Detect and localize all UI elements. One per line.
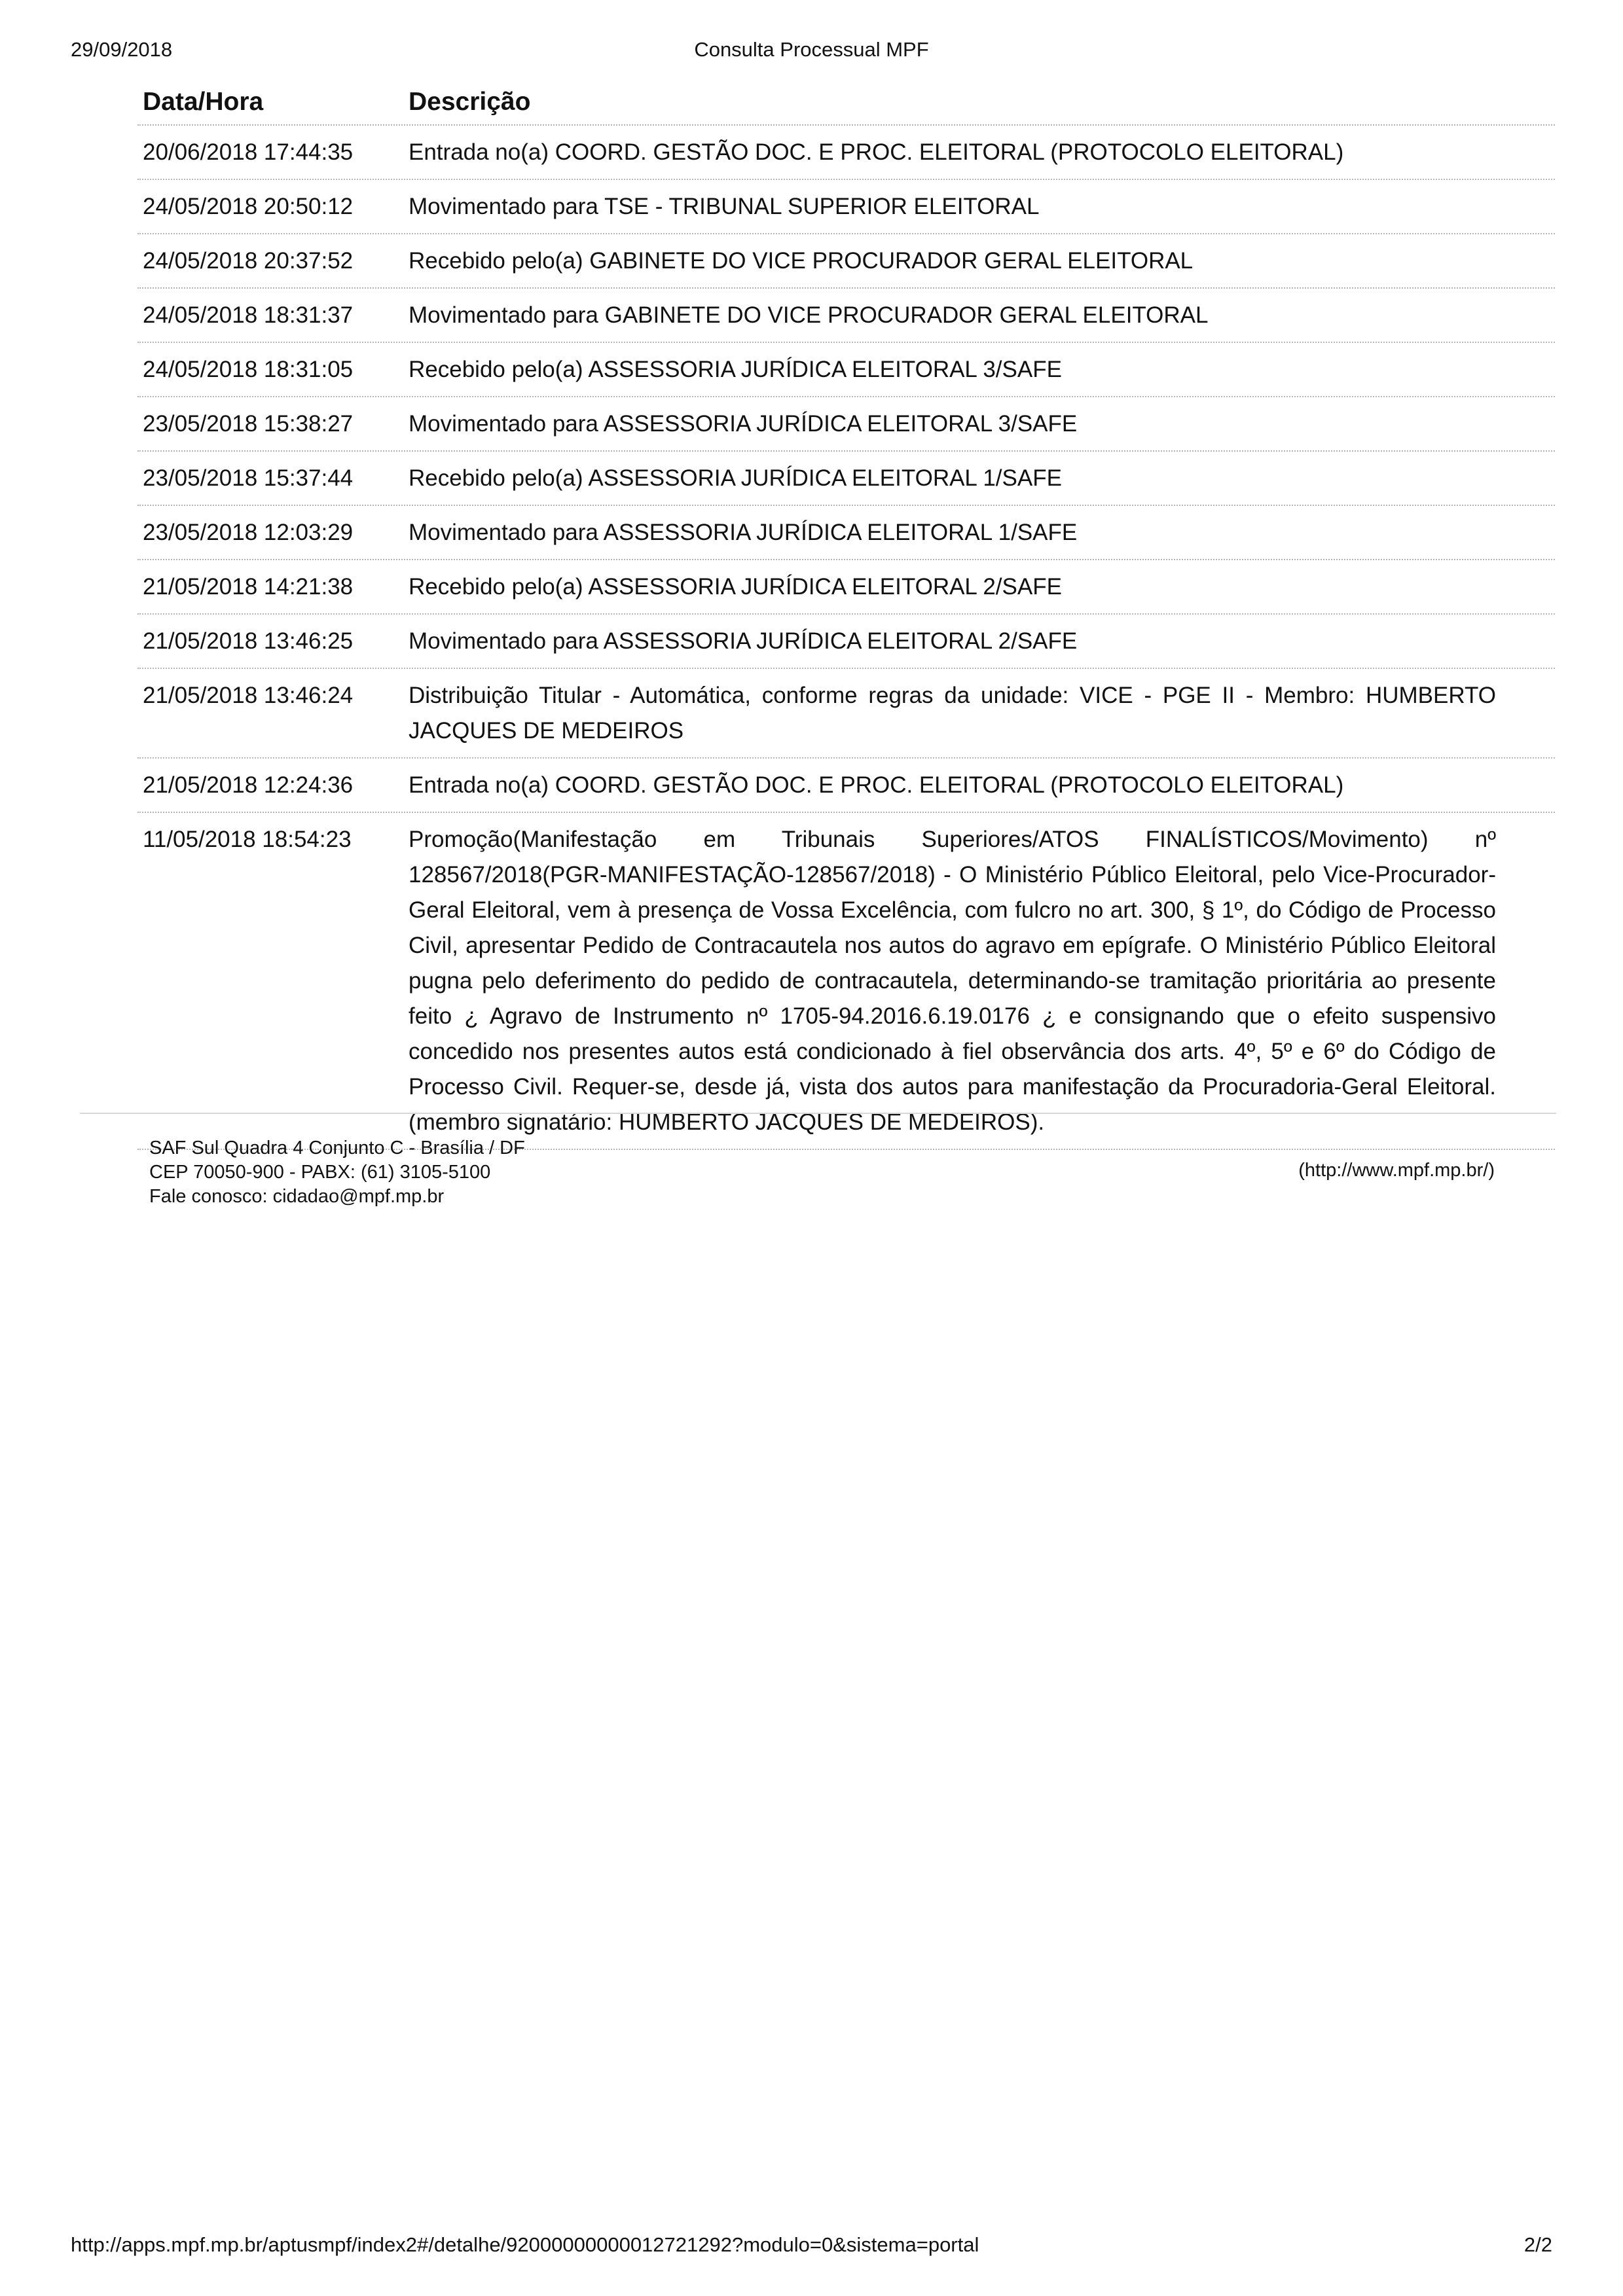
row-description: Movimentado para ASSESSORIA JURÍDICA ELEITORAL 2/SAFE [409, 628, 1078, 654]
column-header-description: Descrição [409, 88, 531, 116]
row-datetime: 24/05/2018 18:31:05 [143, 357, 354, 382]
row-datetime: 11/05/2018 18:54:23 [143, 827, 352, 852]
print-url: http://apps.mpf.mp.br/aptusmpf/index2#/detalhe/92000000000012721292?modulo=0&sistema=portal [71, 2233, 979, 2256]
table-row [137, 397, 1555, 452]
row-datetime: 24/05/2018 20:37:52 [143, 248, 354, 274]
row-description: Promoção(Manifestação em Tribunais Superiores/ATOS FINALÍSTICOS/Movimento) nº 128567/2018(PGR-MANIFESTAÇÃO-128567/2018) - O Ministério Público Eleitoral, pelo Vice-Procurador-Geral Eleitoral, vem à presença de Vossa Excelência, com fulcro no art. 300, § 1º, do Código de Processo Civil, apresentar Pedido de Contracautela nos autos do agravo em epígrafe. O Ministério Público Eleitoral pugna pelo deferimento do pedido de contracautela, determinando-se tramitação prioritária ao presente feito ¿ Agravo de Instrumento nº 1705-94.2016.6.19.0176 ¿ e consignando que o efeito suspensivo concedido nos presentes autos está condicionado à fiel observância dos arts. 4º, 5º e 6º do Código de Processo Civil. Requer-se, desde já, vista dos autos para manifestação da Procuradoria-Geral Eleitoral. (membro signatário: HUMBERTO JACQUES DE MEDEIROS). [409, 827, 1496, 1135]
row-datetime: 21/05/2018 14:21:38 [143, 574, 354, 600]
row-datetime: 24/05/2018 18:31:37 [143, 302, 354, 328]
row-description: Recebido pelo(a) ASSESSORIA JURÍDICA ELEITORAL 3/SAFE [409, 357, 1062, 382]
row-description: Distribuição Titular - Automática, conforme regras da unidade: VICE - PGE II - Membro: HUMBERTO JACQUES DE MEDEIROS [409, 683, 1496, 744]
table-row [137, 343, 1555, 397]
table-row [137, 813, 1555, 1150]
table-body [137, 126, 1555, 1150]
row-description: Movimentado para GABINETE DO VICE PROCURADOR GERAL ELEITORAL [409, 302, 1209, 328]
table-row [137, 126, 1555, 180]
row-datetime: 20/06/2018 17:44:35 [143, 139, 354, 165]
row-description: Entrada no(a) COORD. GESTÃO DOC. E PROC. ELEITORAL (PROTOCOLO ELEITORAL) [409, 772, 1344, 798]
column-header-datetime: Data/Hora [143, 88, 264, 116]
table-row [137, 669, 1555, 759]
row-datetime: 23/05/2018 15:37:44 [143, 465, 354, 491]
row-description: Recebido pelo(a) ASSESSORIA JURÍDICA ELEITORAL 2/SAFE [409, 574, 1062, 600]
row-description: Recebido pelo(a) ASSESSORIA JURÍDICA ELEITORAL 1/SAFE [409, 465, 1062, 491]
print-date: 29/09/2018 [71, 38, 173, 61]
row-description: Movimentado para TSE - TRIBUNAL SUPERIOR ELEITORAL [409, 194, 1040, 219]
table-row [137, 180, 1555, 234]
footer-contact-email[interactable]: Fale conosco: cidadao@mpf.mp.br [149, 1186, 445, 1207]
table-row [137, 452, 1555, 506]
row-datetime: 21/05/2018 13:46:25 [143, 628, 354, 654]
footer-cep-phone: CEP 70050-900 - PABX: (61) 3105-5100 [149, 1162, 491, 1183]
row-datetime: 23/05/2018 15:38:27 [143, 411, 354, 437]
table-row [137, 234, 1555, 289]
movements-table [137, 80, 1555, 1150]
row-description: Recebido pelo(a) GABINETE DO VICE PROCURADOR GERAL ELEITORAL [409, 248, 1194, 274]
page-number: 2/2 [1523, 2233, 1552, 2256]
footer-divider [80, 1113, 1556, 1114]
table-row [137, 759, 1555, 813]
print-footer [0, 2233, 1623, 2259]
row-datetime: 24/05/2018 20:50:12 [143, 194, 354, 219]
row-description: Movimentado para ASSESSORIA JURÍDICA ELEITORAL 3/SAFE [409, 411, 1078, 437]
footer-address: SAF Sul Quadra 4 Conjunto C - Brasília / DF [149, 1138, 525, 1158]
print-header [0, 38, 1623, 67]
row-description: Movimentado para ASSESSORIA JURÍDICA ELEITORAL 1/SAFE [409, 520, 1078, 545]
row-description: Entrada no(a) COORD. GESTÃO DOC. E PROC. ELEITORAL (PROTOCOLO ELEITORAL) [409, 139, 1344, 165]
table-row [137, 289, 1555, 343]
footer-contact-block [149, 1136, 525, 1209]
footer-site-link[interactable]: (http://www.mpf.mp.br/) [1298, 1160, 1495, 1181]
table-row [137, 615, 1555, 669]
table-row [137, 506, 1555, 560]
table-row [137, 560, 1555, 615]
print-title: Consulta Processual MPF [694, 38, 929, 61]
row-datetime: 23/05/2018 12:03:29 [143, 520, 354, 545]
row-datetime: 21/05/2018 12:24:36 [143, 772, 354, 798]
row-datetime: 21/05/2018 13:46:24 [143, 683, 354, 708]
table-header [137, 80, 1555, 126]
